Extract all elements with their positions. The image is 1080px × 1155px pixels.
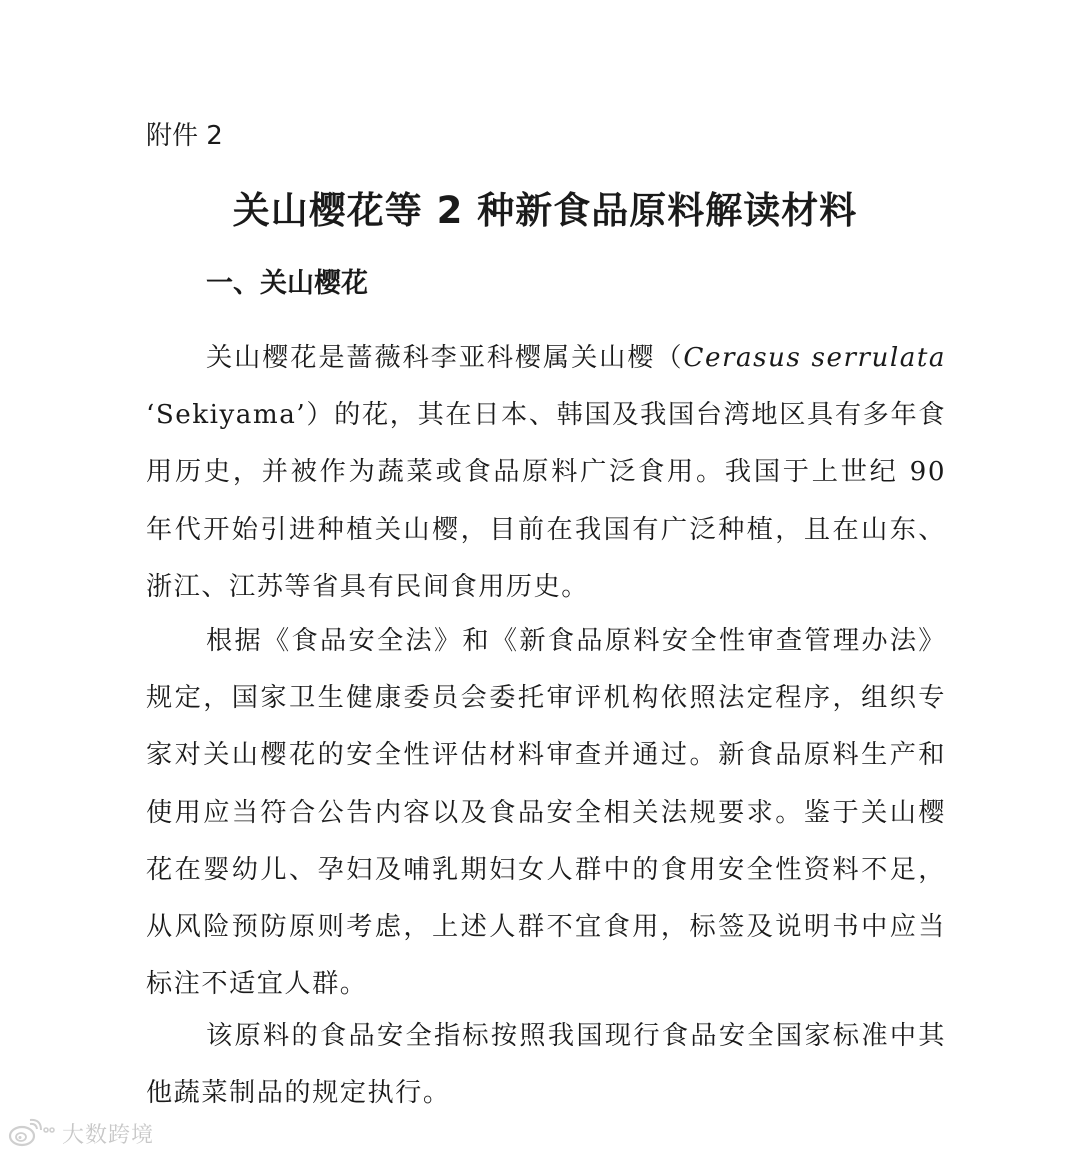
weibo-logo-icon bbox=[8, 1118, 56, 1148]
paragraph-intro-text-b: ‘Sekiyama’）的花，其在日本、韩国及我国台湾地区具有多年食用历史，并被作为蔬菜或食品原料广泛食用。我国于上世纪 90 年代开始引进种植关山樱，目前在我国有广泛种植，且在山东、浙江、江苏等省具有民间食用历史。 bbox=[146, 400, 946, 602]
paragraph-regulation: 根据《食品安全法》和《新食品原料安全性审查管理办法》规定，国家卫生健康委员会委托审评机构依照法定程序，组织专家对关山樱花的安全性评估材料审查并通过。新食品原料生产和使用应当符合公告内容以及食品安全相关法规要求。鉴于关山樱花在婴幼儿、孕妇及哺乳期妇女人群中的食用安全性资料不足，从风险预防原则考虑，上述人群不宜食用，标签及说明书中应当标注不适宜人群。 bbox=[146, 626, 946, 1000]
watermark-text: 大数跨境 bbox=[62, 1122, 155, 1148]
latin-species-name: Cerasus serrulata bbox=[683, 343, 946, 373]
document-title: 关山樱花等 2 种新食品原料解读材料 bbox=[232, 189, 858, 232]
watermark bbox=[8, 1116, 154, 1150]
paragraph-intro-text-a: 关山樱花是蔷薇科李亚科樱属关山樱（ bbox=[206, 343, 684, 373]
attachment-label: 附件 2 bbox=[146, 121, 223, 151]
section-heading: 一、关山樱花 bbox=[206, 268, 368, 299]
paragraph-standard: 该原料的食品安全指标按照我国现行食品安全国家标准中其他蔬菜制品的规定执行。 bbox=[146, 1021, 946, 1109]
paragraph-intro bbox=[146, 330, 946, 616]
